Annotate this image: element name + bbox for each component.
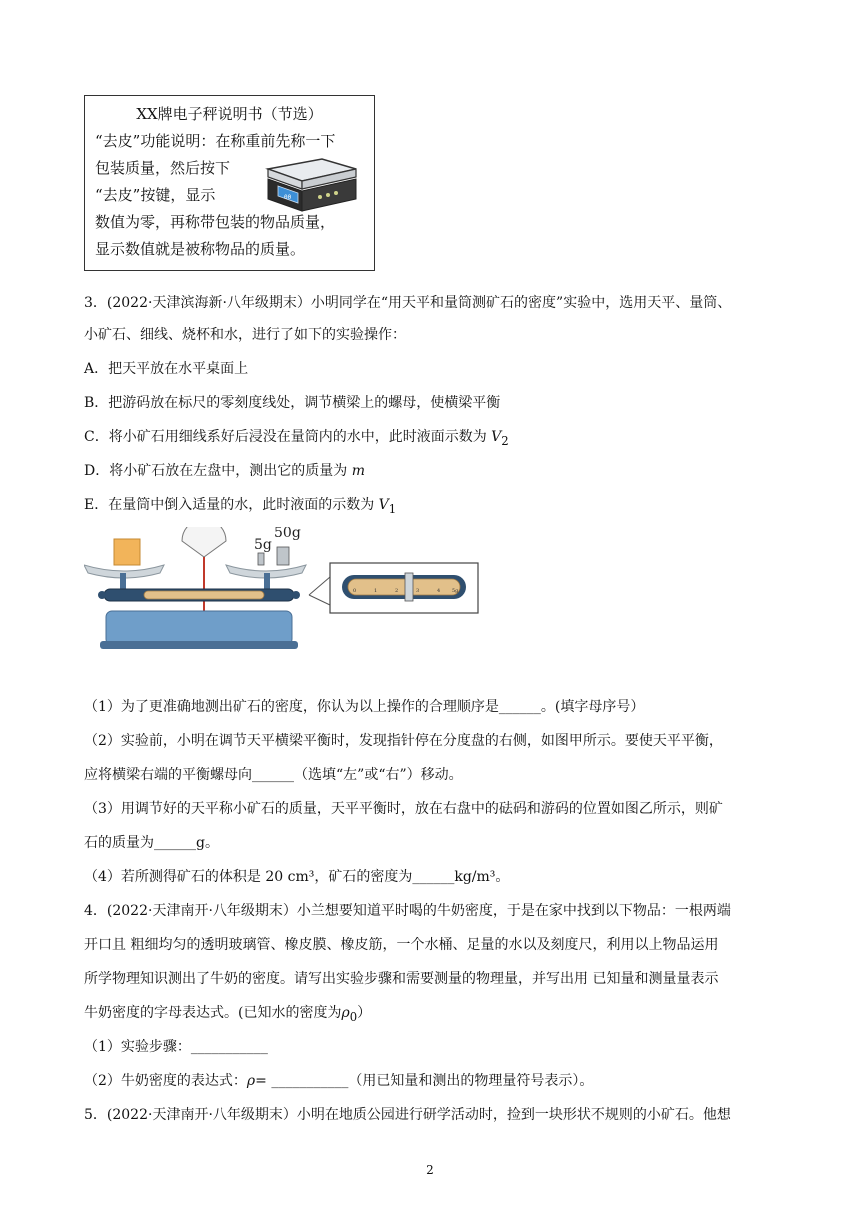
q4-sub1: （1）实验步骤：___________ bbox=[84, 1039, 268, 1055]
q3-sub3: 石的质量为______g。 bbox=[84, 835, 219, 851]
q4-stem: 所学物理知识测出了牛奶的密度。请写出实验步骤和需要测量的物理量，并写出用 已知量和测量量表示 bbox=[84, 971, 719, 987]
svg-text:3: 3 bbox=[416, 588, 420, 594]
q4-stem: 开口且 粗细均匀的透明玻璃管、橡皮膜、橡皮筋，一个水桶、足量的水以及刻度尺，利用以上物品运用 bbox=[84, 937, 719, 953]
weight-label-50g: 50g bbox=[274, 527, 301, 541]
weight-50g bbox=[277, 547, 289, 565]
dial bbox=[182, 527, 226, 557]
q3-option-b: B．把游码放在标尺的零刻度线处，调节横梁上的螺母，使横梁平衡 bbox=[84, 395, 501, 411]
q3-option-a: A．把天平放在水平桌面上 bbox=[84, 361, 249, 377]
weight-label-5g: 5g bbox=[254, 537, 272, 553]
q3-option-d: D．将小矿石放在左盘中，测出它的质量为 m bbox=[84, 463, 365, 479]
q3-intro: 小矿石、细线、烧杯和水，进行了如下的实验操作： bbox=[84, 327, 406, 343]
svg-text:1: 1 bbox=[374, 588, 378, 594]
svg-text:5g: 5g bbox=[452, 588, 459, 594]
scale-display-value: 00 bbox=[284, 194, 292, 201]
q3-sub4: （4）若所测得矿石的体积是 20 cm³，矿石的密度为______kg/m³。 bbox=[84, 869, 510, 885]
manual-line: 数值为零，再称带包装的物品质量， bbox=[95, 213, 336, 231]
q3-option-e: E．在量筒中倒入适量的水，此时液面的示数为 $V_1$ bbox=[84, 497, 397, 516]
beam-ruler bbox=[144, 591, 264, 599]
q4-stem: 4．(2022·天津南开·八年级期末）小兰想要知道平时喝的牛奶密度，于是在家中找到以下物品：一根两端 bbox=[84, 903, 731, 919]
balance-base bbox=[106, 611, 292, 645]
q3-sub2: 应将横梁右端的平衡螺母向______（选填“左”或“右”）移动。 bbox=[84, 767, 463, 783]
manual-title: XX牌电子秤说明书（节选） bbox=[136, 105, 323, 123]
svg-text:2: 2 bbox=[395, 588, 399, 594]
q5-stem: 5．(2022·天津南开·八年级期末）小明在地质公园进行研学活动时，捡到一块形状不规则的小矿石。他想 bbox=[84, 1107, 731, 1123]
ruler-scale bbox=[348, 579, 460, 595]
manual-line: 包装质量，然后按下 bbox=[95, 159, 231, 177]
electronic-scale-illustration bbox=[262, 155, 362, 215]
weight-5g bbox=[258, 553, 264, 565]
manual-line: “去皮”功能说明：在称重前先称一下 bbox=[95, 132, 336, 150]
manual-line: “去皮”按键，显示 bbox=[95, 186, 216, 204]
q3-sub2: （2）实验前，小明在调节天平横梁平衡时，发现指针停在分度盘的右侧，如图甲所示。要使天平平衡， bbox=[84, 733, 723, 749]
q3-intro: 3．(2022·天津滨海新·八年级期末）小明同学在“用天平和量筒测矿石的密度”实验中，选用天平、量筒、 bbox=[84, 295, 732, 311]
q3-option-c: C．将小矿石用细线系好后浸没在量筒内的水中，此时液面示数为 $V_2$ bbox=[84, 429, 509, 448]
q4-sub2: （2）牛奶密度的表达式：ρ= ___________（用已知量和测出的物理量符号表示）。 bbox=[84, 1073, 594, 1089]
q3-sub1: （1）为了更准确地测出矿石的密度，你认为以上操作的合理顺序是______。(填字母序号） bbox=[84, 699, 645, 715]
svg-text:4: 4 bbox=[437, 588, 441, 594]
balance-illustration bbox=[84, 527, 484, 657]
balance-foot bbox=[100, 641, 298, 649]
q3-sub3: （3）用调节好的天平称小矿石的质量，天平平衡时，放在右盘中的砝码和游码的位置如图乙所示，则矿 bbox=[84, 801, 723, 817]
ore-sample bbox=[114, 539, 140, 565]
svg-text:0: 0 bbox=[353, 588, 357, 594]
rider bbox=[405, 573, 413, 601]
q4-stem: 牛奶密度的字母表达式。(已知水的密度为$\rho_0$） bbox=[84, 1005, 372, 1024]
page-number: 2 bbox=[426, 1163, 434, 1177]
manual-line: 显示数值就是被称物品的质量。 bbox=[95, 240, 306, 258]
